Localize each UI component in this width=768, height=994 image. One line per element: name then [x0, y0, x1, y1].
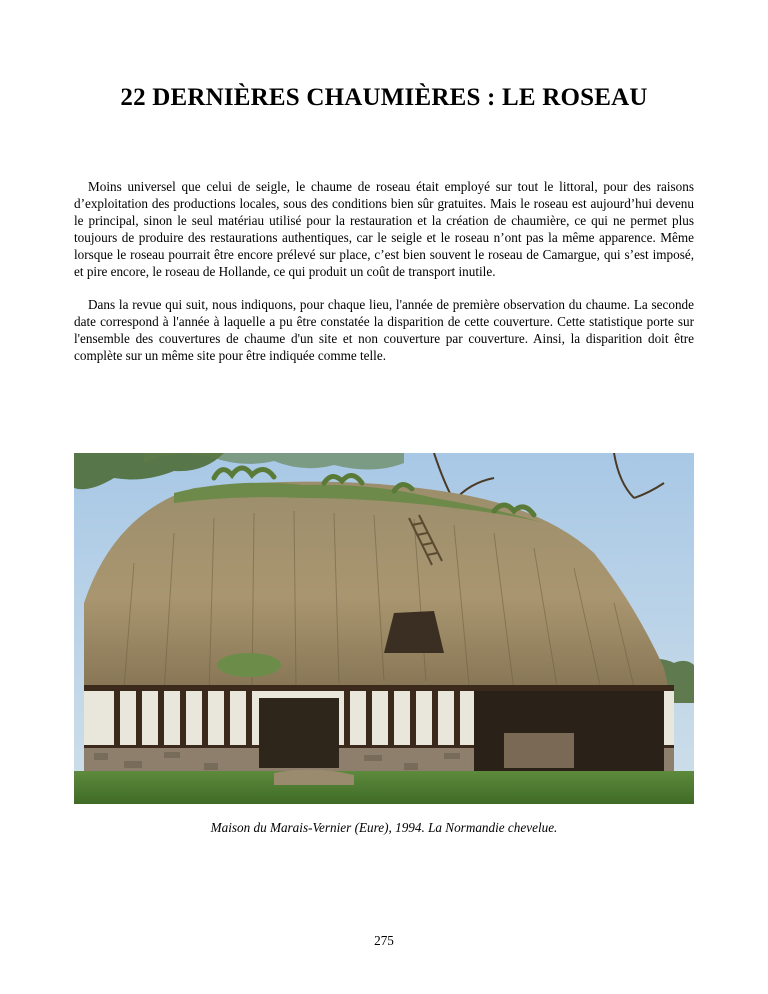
page-number: 275 — [374, 933, 394, 948]
page-title: 22 DERNIÈRES CHAUMIÈRES : LE ROSEAU — [120, 84, 648, 111]
paragraph-method: Dans la revue qui suit, nous indiquons, pour chaque lieu, l'année de première observation du chaume. La seconde date correspond à l'année à laquelle a pu être constatée la disparition de cette couverture. Cette statistique porte sur l'ensemble des couvertures de chaume d'un site et non couverture par couverture. Ainsi, la disparition doit être complète sur un même site pour être indiquée comme telle. — [74, 297, 694, 363]
thatched-house-illustration — [74, 453, 694, 804]
paragraph-intro: Moins universel que celui de seigle, le chaume de roseau était employé sur tout le littoral, pour des raisons d’exploitation des productions locales, sous des conditions bien sûr gratuites. Mais le roseau est aujourd’hui devenu le principal, sinon le seul matériau utilisé pour la restauration et la création de chaumière, ce qui ne permet plus toujours de produire des restaurations authentiques, car le seigle et le roseau n’ont pas la même apparence. Même lorsque le roseau pourrait être encore prélevé sur place, c’est bien souvent le roseau de Camargue, qui s’est imposé, et pire encore, le roseau de Hollande, ce qui produit un coût de transport inutile. — [74, 179, 694, 279]
figure-caption: Maison du Marais-Vernier (Eure), 1994. La Normandie chevelue. — [210, 820, 558, 835]
thatched-house-photo — [74, 453, 694, 804]
